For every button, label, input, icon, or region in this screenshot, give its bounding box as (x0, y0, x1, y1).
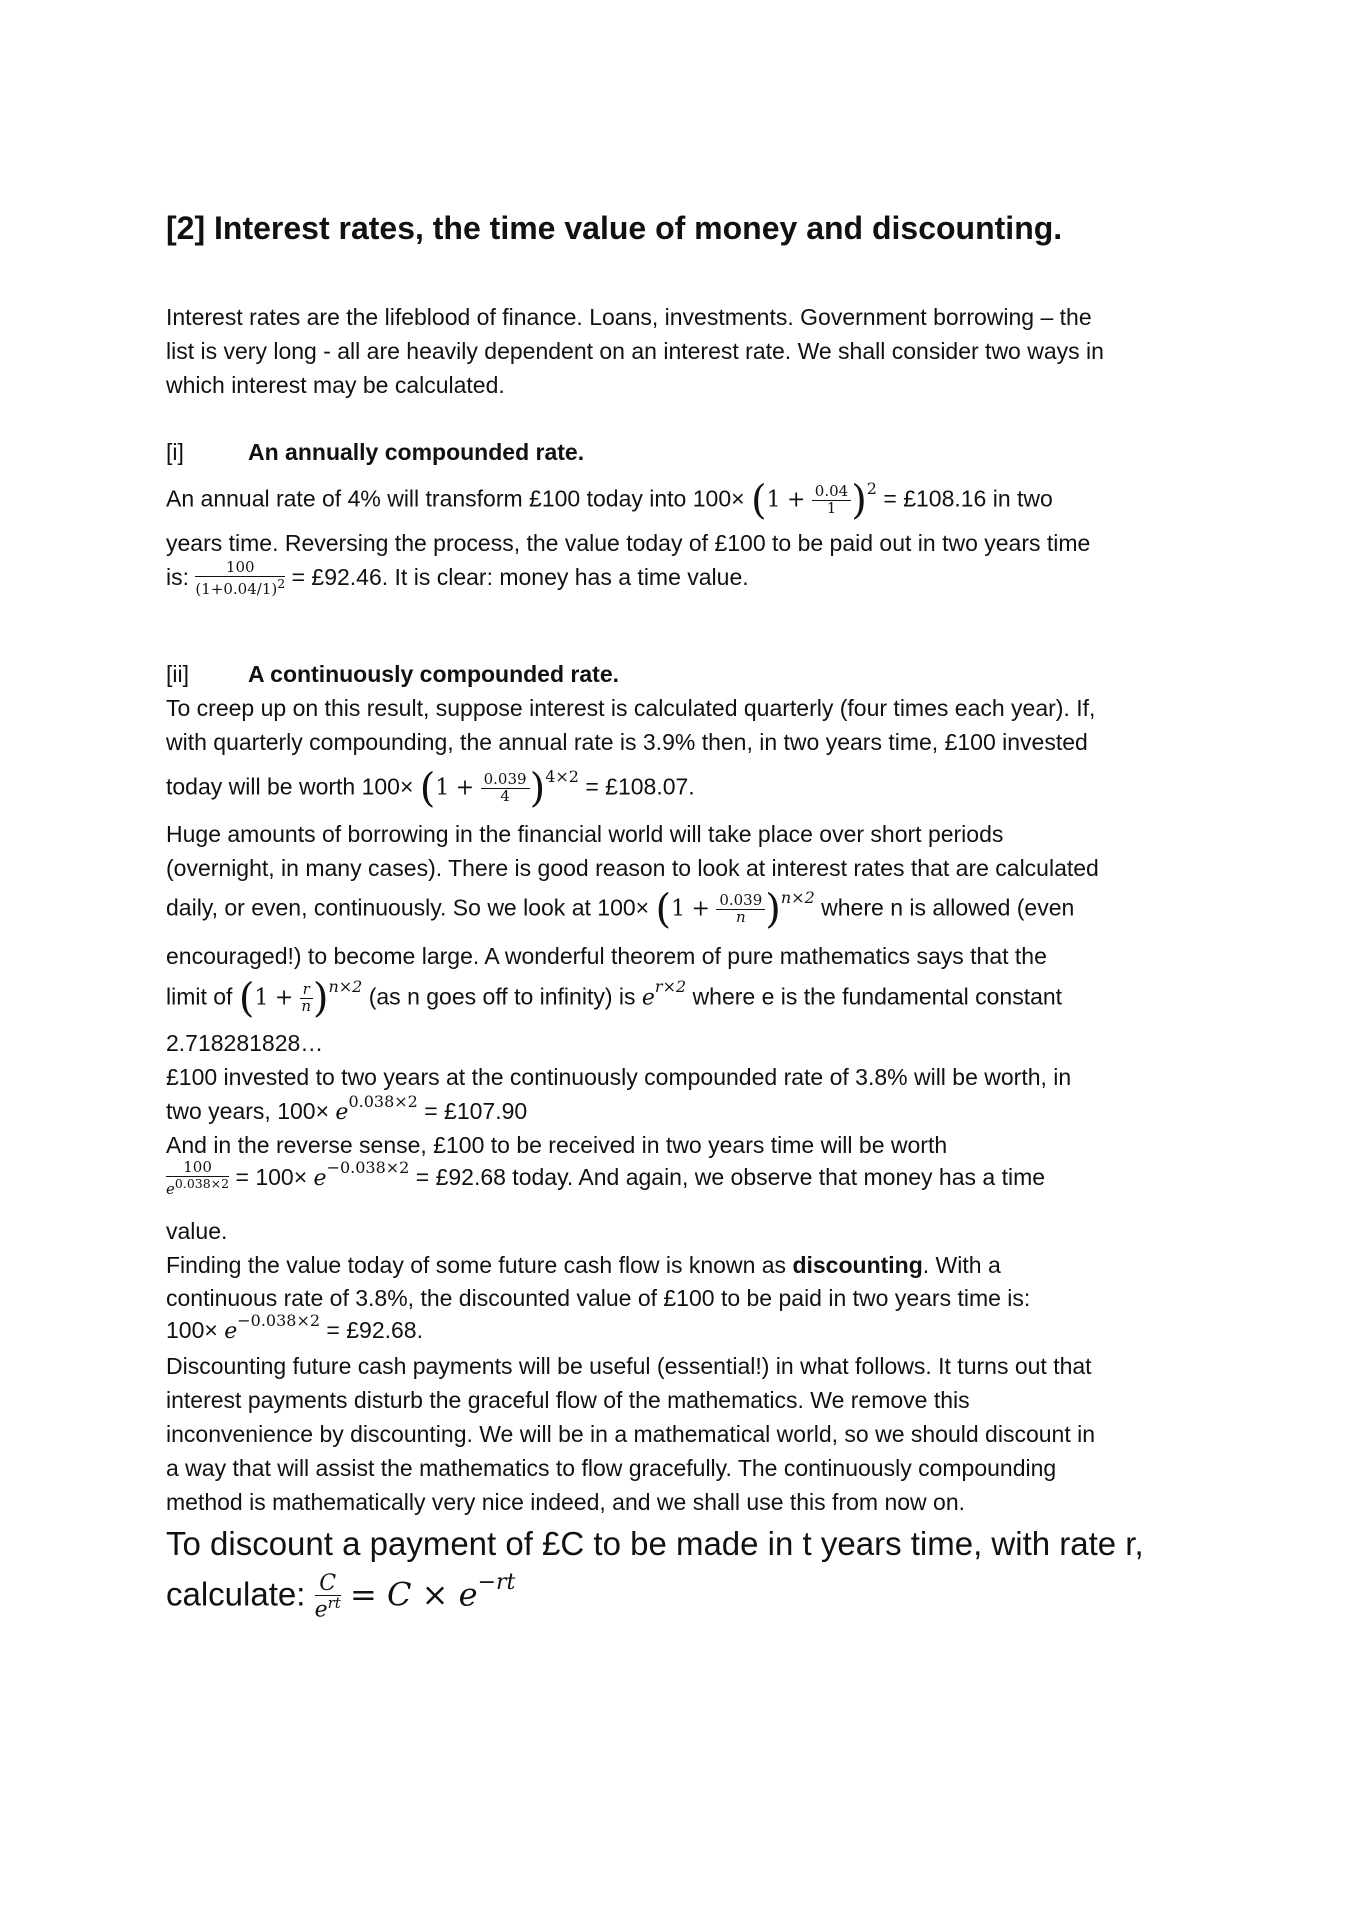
page-title: [2] Interest rates, the time value of money and discounting. (166, 210, 1063, 246)
section-2-line-21: a way that will assist the mathematics to flow gracefully. The continuously compounding (166, 1455, 1057, 1481)
section-2-line-2: with quarterly compounding, the annual rate is 3.9% then, in two years time, £100 invested (166, 729, 1088, 755)
conclusion-line-2: calculate: $\frac{C}{e^{rt}}$ = $C \times e^{-rt}$ (166, 1570, 516, 1623)
section-2-line-20: inconvenience by discounting. We will be in a mathematical world, so we should discount in (166, 1421, 1096, 1447)
section-2-line-9: 2.718281828… (166, 1030, 324, 1056)
section-2-title: A continuously compounded rate. (248, 661, 619, 687)
section-2-line-10: £100 invested to two years at the continuously compounded rate of 3.8% will be worth, in (166, 1064, 1072, 1090)
section-2-line-22: method is mathematically very nice indeed, and we shall use this from now on. (166, 1489, 966, 1515)
section-2-line-4: Huge amounts of borrowing in the financial world will take place over short periods (166, 821, 1004, 847)
intro-line-3: which interest may be calculated. (166, 372, 505, 398)
section-2-line-3: today will be worth 100× (1 + $\frac{0.039}{4}$ )$^{4\times 2}$ = £108.07. (166, 765, 695, 812)
intro-line-1: Interest rates are the lifeblood of finance. Loans, investments. Government borrowing – the (166, 304, 1092, 330)
section-1-heading (166, 439, 585, 465)
section-2-line-11: two years, $100\times e^{0.038\times 2}$ = £107.90 (166, 1092, 528, 1125)
section-2-line-5: (overnight, in many cases). There is good reason to look at interest rates that are calculated (166, 855, 1099, 881)
section-2-line-6: daily, or even, continuously. So we look at 100× (1 + $\frac{0.039}{n}$ )$^{n\times 2}$ where n is allowed (even (166, 886, 1075, 933)
section-2-line-19: interest payments disturb the graceful flow of the mathematics. We remove this (166, 1387, 970, 1413)
fraction-0039-over-n: $\frac{0.039}{n}$ (716, 893, 765, 926)
fraction-004-over-1: $\frac{0.04}{1}$ (812, 484, 851, 517)
intro-line-2: list is very long - all are heavily dependent on an interest rate. We shall consider two ways in (166, 338, 1104, 364)
section-2-line-7: encouraged!) to become large. A wonderful theorem of pure mathematics says that the (166, 943, 1047, 969)
section-2-line-17: $100\times e^{-0.038\times 2}$ = £92.68. (166, 1311, 423, 1344)
fraction-c-over-ert: $\frac{C}{e^{rt}}$ (314, 1571, 341, 1623)
section-2-line-15: Finding the value today of some future cash flow is known as discounting. With a (166, 1252, 1001, 1278)
section-2-line-18: Discounting future cash payments will be useful (essential!) in what follows. It turns out that (166, 1353, 1092, 1379)
section-1-line-3: is: $\frac{100}{(1+0.04/1)^2}$ = £92.46. It is clear: money has a time value. (166, 558, 749, 598)
section-2-line-13: $\frac{100}{e^{0.038\times 2}}$ = $100\times e^{-0.038\times 2}$ = £92.68 today. And again, we observe that money has a time (166, 1157, 1046, 1198)
conclusion-line-1: To discount a payment of £C to be made in t years time, with rate r, (166, 1525, 1144, 1562)
section-1-title: An annually compounded rate. (248, 439, 585, 465)
fraction-r-over-n: $\frac{r}{n}$ (301, 980, 312, 1015)
section-2-line-1: To creep up on this result, suppose interest is calculated quarterly (four times each year). If, (166, 695, 1096, 721)
section-1-line-1: An annual rate of 4% will transform £100 today into 100× (1 + $\frac{0.04}{1}$ )$^2$ = £108.16 in two (166, 477, 1053, 524)
section-2-marker: [ii] (166, 661, 189, 687)
section-2-line-12: And in the reverse sense, £100 to be received in two years time will be worth (166, 1132, 948, 1158)
discounting-term: discounting (792, 1252, 923, 1278)
section-1-line-2: years time. Reversing the process, the value today of £100 to be paid out in two years time (166, 530, 1091, 556)
fraction-0039-over-4: $\frac{0.039}{4}$ (481, 772, 530, 805)
discount-fraction: $\frac{100}{(1+0.04/1)^2}$ (195, 558, 286, 598)
section-2-line-16: continuous rate of 3.8%, the discounted value of £100 to be paid in two years time is: (166, 1285, 1031, 1311)
section-2-heading (166, 661, 619, 687)
section-2-line-14: value. (166, 1218, 228, 1244)
section-2-line-8: limit of (1 + $\frac{r}{n}$ )$^{n\times 2}$ (as n goes off to infinity) is $e^{r\times 2}$ where e is the fundamental constant (166, 975, 1063, 1022)
section-1-marker: [i] (166, 439, 184, 465)
fraction-100-over-e: $\frac{100}{e^{0.038\times 2}}$ (166, 1158, 230, 1198)
